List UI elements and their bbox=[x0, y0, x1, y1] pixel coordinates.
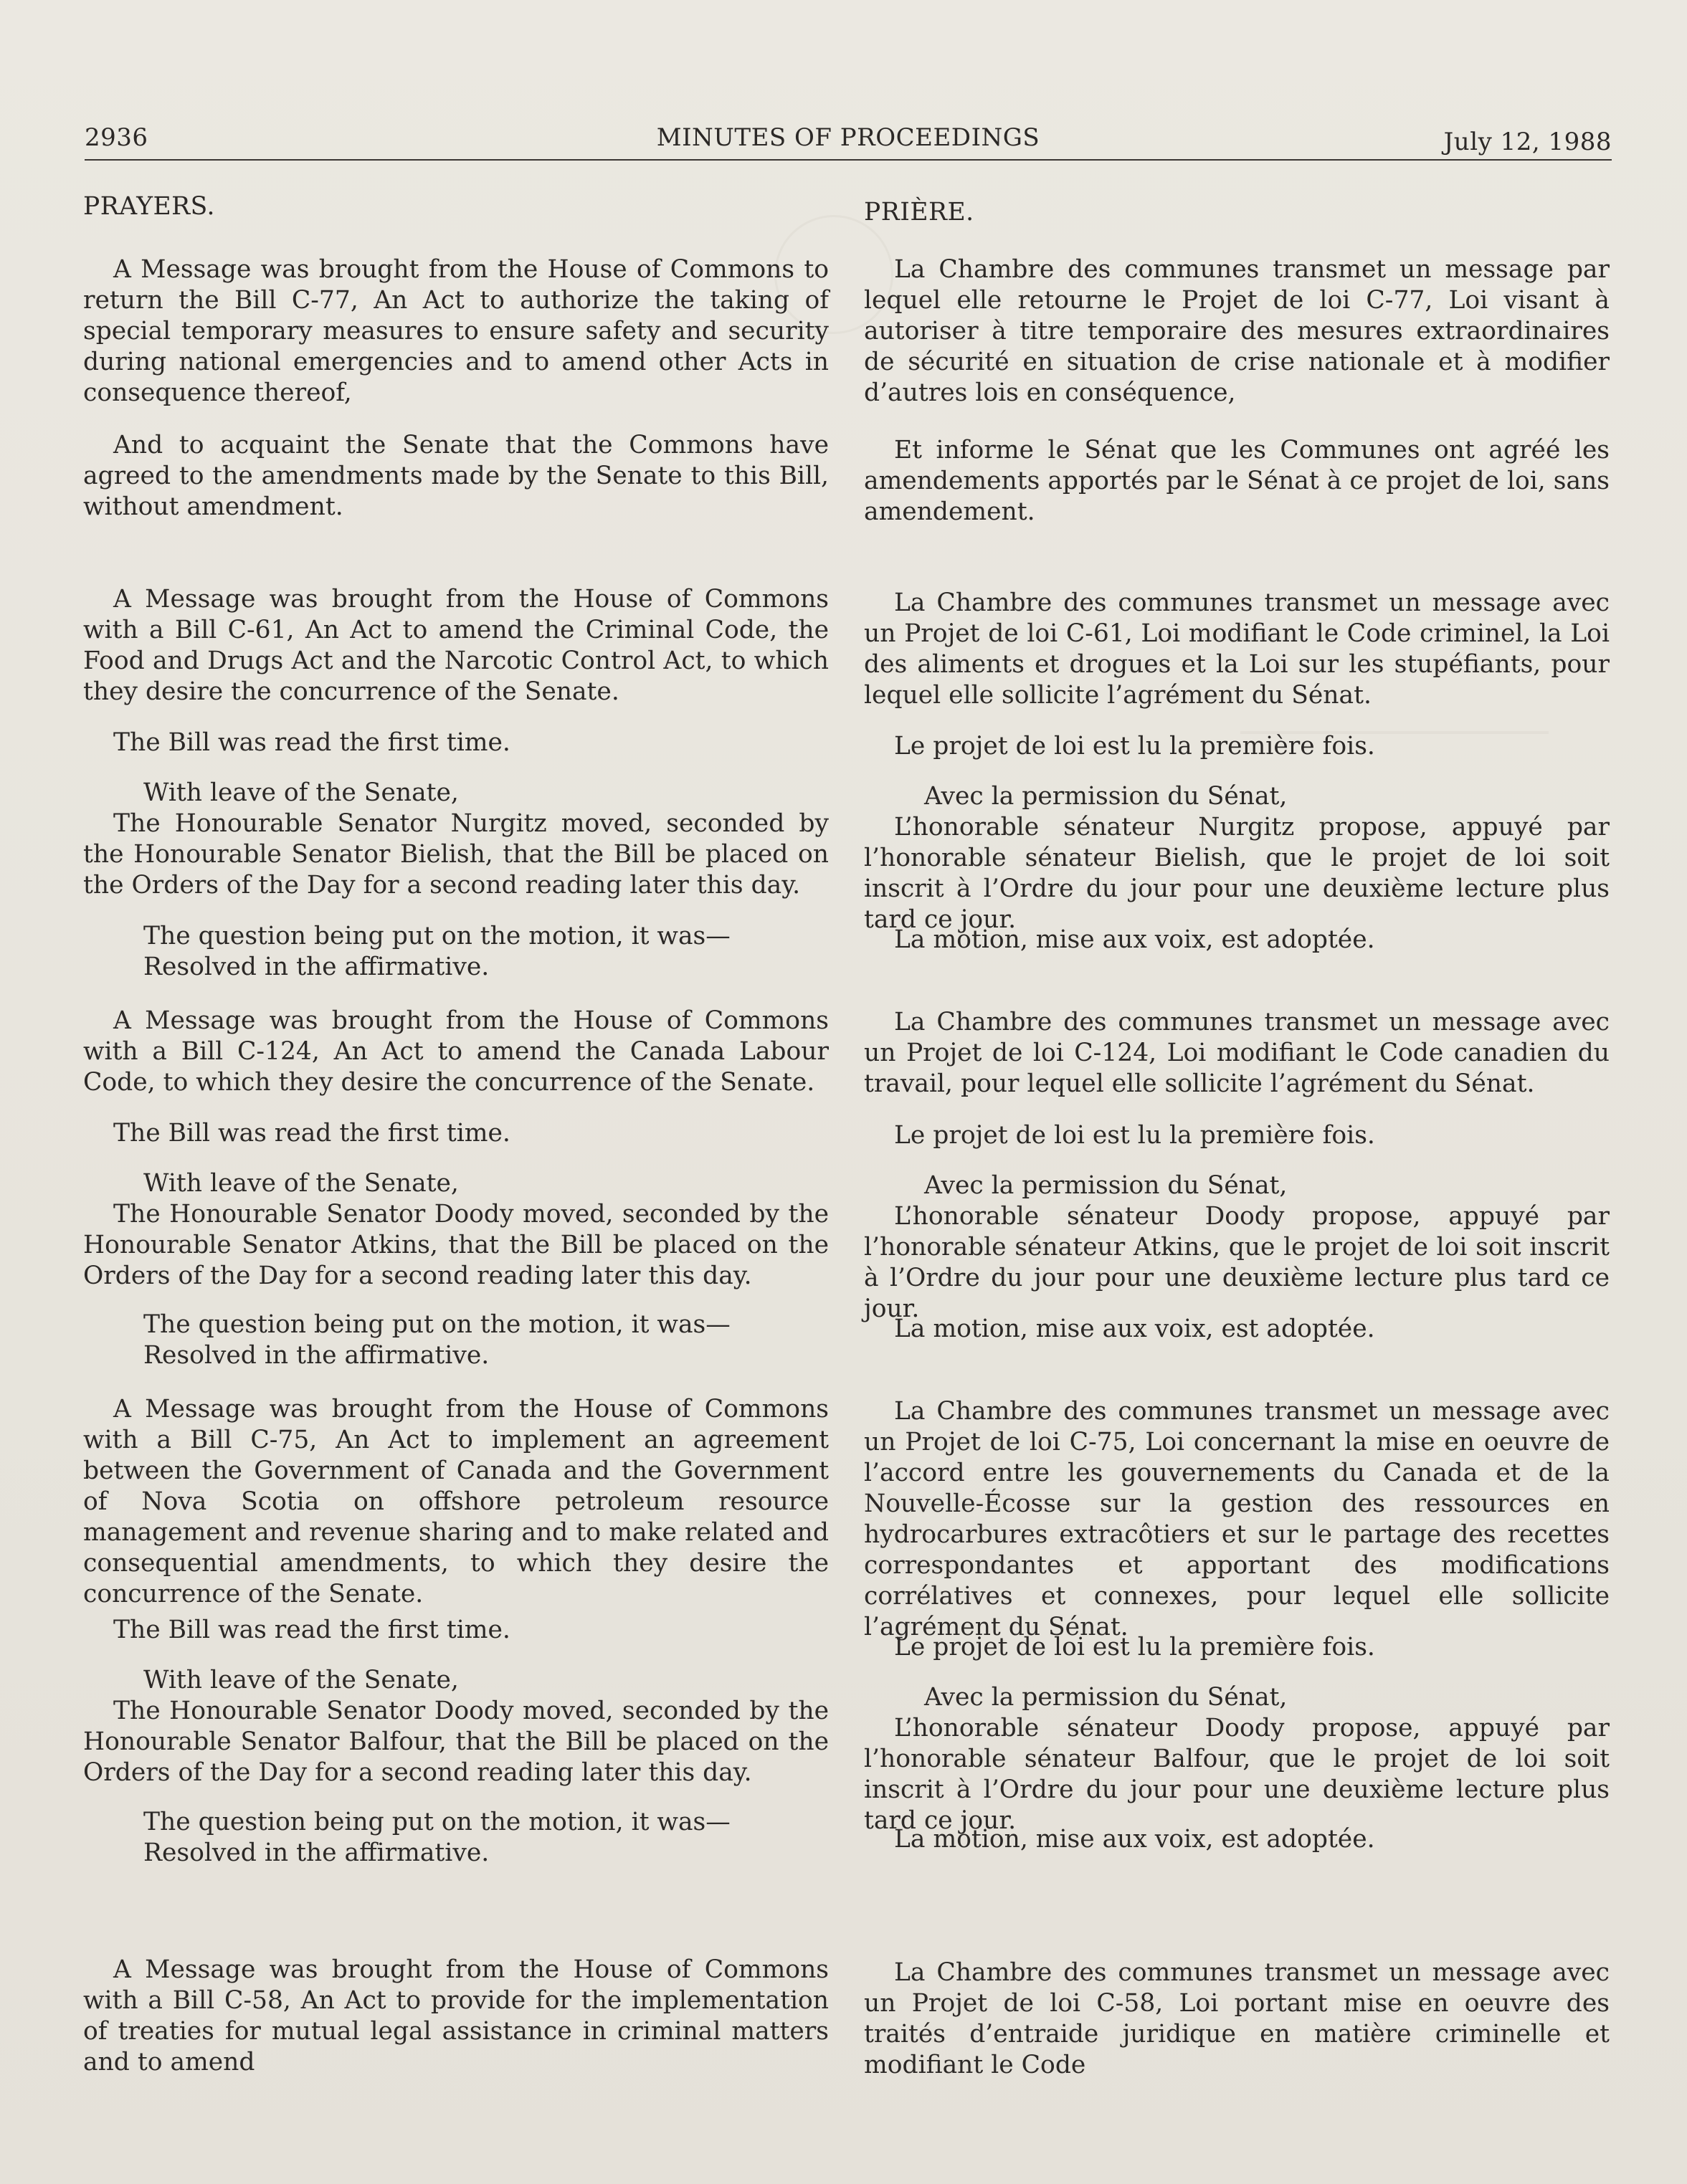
paragraph-line: The Honourable Senator Nurgitz moved, seconded by the Honourable Senator Bielish, that the Bill be placed on the Orders of the Day for a second reading later this day. bbox=[83, 809, 829, 900]
paragraph: Le projet de loi est lu la première fois. bbox=[894, 1121, 1375, 1150]
paragraph bbox=[864, 1170, 1610, 1325]
paragraph bbox=[83, 1807, 829, 1869]
paragraph-line: Avec la permission du Sénat, bbox=[924, 1171, 1288, 1200]
paragraph: La Chambre des communes transmet un message avec un Projet de loi C-61, Loi modifiant le Code criminel, la Loi des aliments et drogues et la Loi sur les stupéfiants, pour lequel elle sollicite l’agrément du Sénat. bbox=[864, 588, 1610, 710]
paragraph: The Bill was read the first time. bbox=[113, 1616, 510, 1644]
paragraph bbox=[83, 1310, 829, 1371]
paragraph: La Chambre des communes transmet un message par lequel elle retourne le Projet de loi C-77, Loi visant à autoriser à titre temporaire des mesures extraordinaires de sécurité en situation de crise nationale et à modifier d’autres lois en conséquence, bbox=[864, 255, 1610, 407]
paragraph: The Bill was read the first time. bbox=[113, 1119, 510, 1148]
paragraph: La Chambre des communes transmet un message avec un Projet de loi C-75, Loi concernant la mise en oeuvre de l’accord entre les gouvernements du Canada et de la Nouvelle-Écosse sur la gestion des ressources en hydrocarbures extracôtiers et sur le partage des recettes correspondantes et apportant des modifications corrélatives et connexes, pour lequel elle sollicite l’agrément du Sénat. bbox=[864, 1397, 1610, 1641]
paragraph: A Message was brought from the House of Commons with a Bill C-75, An Act to implement an agreement between the Government of Canada and the Government of Nova Scotia on offshore petroleum resource management and revenue sharing and to make related and consequential amendments, to which they desire the concurrence of the Senate. bbox=[83, 1395, 829, 1608]
paragraph: Et informe le Sénat que les Communes ont agréé les amendements apportés par le Sénat à ce projet de loi, sans amendement. bbox=[864, 436, 1610, 526]
paragraph: La Chambre des communes transmet un message avec un Projet de loi C-124, Loi modifiant le Code canadien du travail, pour lequel elle sollicite l’agrément du Sénat. bbox=[864, 1008, 1610, 1098]
paragraph-line: The Honourable Senator Doody moved, seconded by the Honourable Senator Balfour, that the Bill be placed on the Orders of the Day for a second reading later this day. bbox=[83, 1697, 829, 1787]
paragraph-line: The question being put on the motion, it was— bbox=[143, 922, 731, 950]
paragraph-line: The Honourable Senator Doody moved, seconded by the Honourable Senator Atkins, that the Bill be placed on the Orders of the Day for a second reading later this day. bbox=[83, 1200, 829, 1290]
paragraph: A Message was brought from the House of Commons with a Bill C-61, An Act to amend the Criminal Code, the Food and Drugs Act and the Narcotic Control Act, to which they desire the concurrence of the Senate. bbox=[83, 585, 829, 706]
paragraph: La motion, mise aux voix, est adoptée. bbox=[894, 925, 1375, 954]
paragraph: A Message was brought from the House of Commons with a Bill C-124, An Act to amend the Canada Labour Code, to which they desire the concurrence of the Senate. bbox=[83, 1006, 829, 1097]
section-heading: PRAYERS. bbox=[83, 192, 216, 221]
paragraph-line: Resolved in the affirmative. bbox=[143, 1839, 490, 1867]
paragraph: And to acquaint the Senate that the Commons have agreed to the amendments made by the Senate to this Bill, without amendment. bbox=[83, 431, 829, 521]
paragraph-line: The question being put on the motion, it was— bbox=[143, 1808, 731, 1836]
paragraph-line: L’honorable sénateur Doody propose, appuyé par l’honorable sénateur Balfour, que le projet de loi soit inscrit à l’Ordre du jour pour une deuxième lecture plus tard ce jour. bbox=[864, 1714, 1610, 1835]
paragraph-line: With leave of the Senate, bbox=[143, 1666, 459, 1694]
paragraph bbox=[83, 921, 829, 983]
running-title: MINUTES OF PROCEEDINGS bbox=[656, 123, 1040, 152]
paragraph-line: L’honorable sénateur Doody propose, appuyé par l’honorable sénateur Atkins, que le projet de loi soit inscrit à l’Ordre du jour pour une deuxième lecture plus tard ce jour. bbox=[864, 1202, 1610, 1323]
paragraph: Le projet de loi est lu la première fois. bbox=[894, 1633, 1375, 1661]
paragraph bbox=[83, 1168, 829, 1292]
paragraph-line: Avec la permission du Sénat, bbox=[924, 782, 1288, 811]
paragraph bbox=[83, 1665, 829, 1788]
paragraph-line: With leave of the Senate, bbox=[143, 1169, 459, 1198]
paragraph-line: With leave of the Senate, bbox=[143, 778, 459, 807]
paragraph bbox=[83, 778, 829, 901]
paragraph bbox=[864, 1682, 1610, 1836]
page-header bbox=[85, 116, 1612, 161]
paragraph: A Message was brought from the House of Commons to return the Bill C-77, An Act to authorize the taking of special temporary measures to ensure safety and security during national emergencies and to amend other Acts in consequence thereof, bbox=[83, 255, 829, 407]
page-date: July 12, 1988 bbox=[1443, 128, 1612, 156]
paragraph: Le projet de loi est lu la première fois. bbox=[894, 732, 1375, 760]
paragraph-line: The question being put on the motion, it was— bbox=[143, 1310, 731, 1339]
paragraph-line: Resolved in the affirmative. bbox=[143, 1341, 490, 1370]
paragraph: The Bill was read the first time. bbox=[113, 728, 510, 757]
paragraph-line: L’honorable sénateur Nurgitz propose, appuyé par l’honorable sénateur Bielish, que le projet de loi soit inscrit à l’Ordre du jour pour une deuxième lecture plus tard ce jour. bbox=[864, 813, 1610, 934]
paragraph: La motion, mise aux voix, est adoptée. bbox=[894, 1825, 1375, 1854]
paragraph-line: Avec la permission du Sénat, bbox=[924, 1683, 1288, 1712]
page-number: 2936 bbox=[85, 123, 148, 152]
paragraph-line: Resolved in the affirmative. bbox=[143, 953, 490, 981]
section-heading: PRIÈRE. bbox=[864, 198, 974, 226]
paragraph bbox=[864, 781, 1610, 935]
paragraph: La motion, mise aux voix, est adoptée. bbox=[894, 1315, 1375, 1343]
paragraph: La Chambre des communes transmet un message avec un Projet de loi C-58, Loi portant mise en oeuvre des traités d’entraide juridique en matière criminelle et modifiant le Code bbox=[864, 1958, 1610, 2079]
paragraph: A Message was brought from the House of Commons with a Bill C-58, An Act to provide for the implementation of treaties for mutual legal assistance in criminal matters and to amend bbox=[83, 1955, 829, 2076]
